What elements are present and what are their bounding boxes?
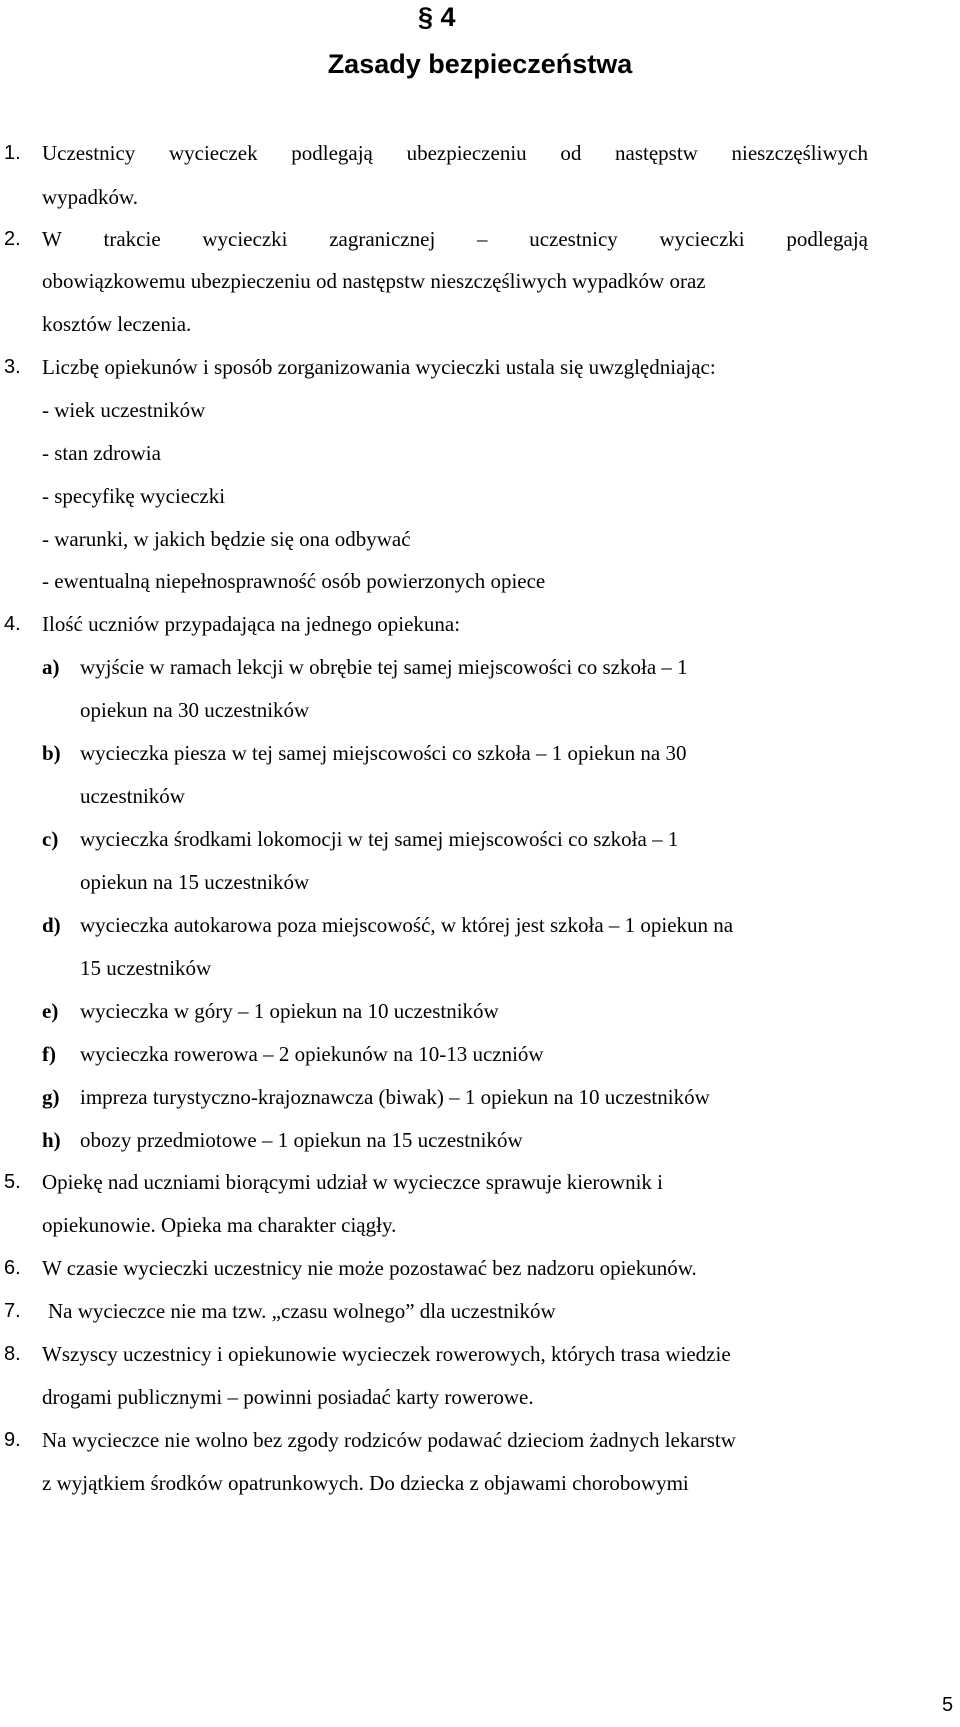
- list-item-d: [42, 910, 733, 940]
- text-line: W czasie wycieczki uczestnicy nie może pozostawać bez nadzoru opiekunów.: [42, 1256, 697, 1280]
- item-text: wycieczka piesza w tej samej miejscowości co szkoła – 1 opiekun na 30: [80, 741, 687, 765]
- item-letter: h): [42, 1128, 61, 1152]
- word: Uczestnicy: [42, 141, 136, 165]
- list-item-a: [42, 652, 688, 682]
- item-text: wycieczka środkami lokomocji w tej samej miejscowości co szkoła – 1: [80, 827, 679, 851]
- item-text: wycieczka rowerowa – 2 opiekunów na 10-13 uczniów: [80, 1042, 544, 1066]
- word: podlegają: [291, 141, 373, 165]
- section-sign: § 4: [418, 2, 456, 32]
- word: trakcie: [103, 227, 161, 251]
- list-item: - specyfikę wycieczki: [42, 484, 226, 508]
- text-line: Opiekę nad uczniami biorącymi udział w wycieczce sprawuje kierownik i: [42, 1170, 664, 1194]
- item-continuation: uczestników: [80, 784, 185, 808]
- paragraph-number: 9.: [4, 1429, 21, 1451]
- word: uczestnicy: [529, 227, 618, 251]
- justified-line: [42, 224, 868, 254]
- item-text: wycieczka autokarowa poza miejscowość, w której jest szkoła – 1 opiekun na: [80, 913, 734, 937]
- paragraph-number: 8.: [4, 1343, 21, 1365]
- word: –: [476, 227, 488, 251]
- page-title: Zasady bezpieczeństwa: [327, 49, 633, 79]
- text-line: Liczbę opiekunów i sposób zorganizowania wycieczki ustala się uwzględniając:: [42, 355, 716, 379]
- list-item: - wiek uczestników: [42, 398, 206, 422]
- item-letter: a): [42, 655, 60, 679]
- text-line: Ilość uczniów przypadająca na jednego opiekuna:: [42, 612, 461, 636]
- item-letter: f): [42, 1042, 56, 1066]
- item-continuation: opiekun na 30 uczestników: [80, 698, 310, 722]
- list-item-c: [42, 824, 678, 854]
- word: od: [560, 141, 582, 165]
- text-line: wypadków.: [42, 185, 139, 209]
- list-item-f: [42, 1039, 544, 1069]
- list-item-e: [42, 996, 499, 1026]
- list-item: - warunki, w jakich będzie się ona odbywać: [42, 527, 411, 551]
- paragraph-number: 4.: [4, 613, 21, 635]
- item-text: wyjście w ramach lekcji w obrębie tej samej miejscowości co szkoła – 1: [80, 655, 688, 679]
- list-item-h: [42, 1125, 523, 1155]
- text-line: obowiązkowemu ubezpieczeniu od następstw nieszczęśliwych wypadków oraz: [42, 269, 706, 293]
- justified-line: [42, 138, 868, 168]
- text-line: z wyjątkiem środków opatrunkowych. Do dziecka z objawami chorobowymi: [42, 1471, 689, 1495]
- paragraph-number: 6.: [4, 1257, 21, 1279]
- text-line: Na wycieczce nie ma tzw. „czasu wolnego” dla uczestników: [48, 1299, 556, 1323]
- list-item-b: [42, 738, 686, 768]
- list-item-g: [42, 1082, 710, 1112]
- word: wycieczki: [202, 227, 288, 251]
- paragraph-number: 3.: [4, 356, 21, 378]
- item-text: obozy przedmiotowe – 1 opiekun na 15 uczestników: [80, 1128, 523, 1152]
- word: nieszczęśliwych: [731, 141, 868, 165]
- word: zagranicznej: [329, 227, 436, 251]
- paragraph-number: 5.: [4, 1171, 21, 1193]
- word: wycieczek: [168, 141, 258, 165]
- list-item: - ewentualną niepełnosprawność osób powierzonych opiece: [42, 569, 546, 593]
- page-number: 5: [942, 1694, 954, 1716]
- text-line: kosztów leczenia.: [42, 312, 192, 336]
- word: podlegają: [786, 227, 868, 251]
- text-line: drogami publicznymi – powinni posiadać karty rowerowe.: [42, 1385, 534, 1409]
- paragraph-number: 2.: [4, 228, 21, 250]
- item-letter: b): [42, 741, 61, 765]
- item-letter: d): [42, 913, 61, 937]
- text-line: opiekunowie. Opieka ma charakter ciągły.: [42, 1213, 397, 1237]
- item-text: impreza turystyczno-krajoznawcza (biwak) – 1 opiekun na 10 uczestników: [80, 1085, 710, 1109]
- item-continuation: opiekun na 15 uczestników: [80, 870, 310, 894]
- paragraph-number: 1.: [4, 142, 21, 164]
- list-item: - stan zdrowia: [42, 441, 161, 465]
- item-letter: g): [42, 1085, 60, 1109]
- item-letter: e): [42, 999, 59, 1023]
- item-letter: c): [42, 827, 59, 851]
- word: następstw: [615, 141, 698, 165]
- word: wycieczki: [659, 227, 745, 251]
- item-continuation: 15 uczestników: [80, 956, 212, 980]
- text-line: Na wycieczce nie wolno bez zgody rodziców podawać dzieciom żadnych lekarstw: [42, 1428, 736, 1452]
- word: ubezpieczeniu: [406, 141, 527, 165]
- paragraph-number: 7.: [4, 1300, 21, 1322]
- word: W: [42, 227, 62, 251]
- text-line: Wszyscy uczestnicy i opiekunowie wycieczek rowerowych, których trasa wiedzie: [42, 1342, 731, 1366]
- item-text: wycieczka w góry – 1 opiekun na 10 uczestników: [80, 999, 499, 1023]
